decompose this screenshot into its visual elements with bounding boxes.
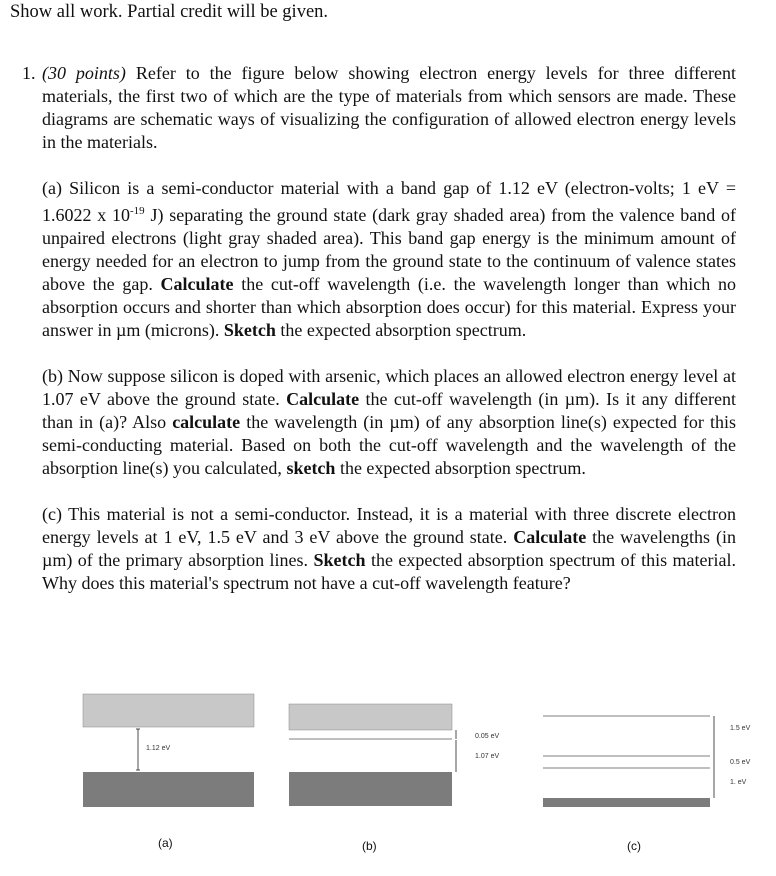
level-top-label-c: 1.5 eV bbox=[730, 725, 751, 732]
part-a-text-3: the cut-off wavelength (i.e. the wavelength longer than which no absorption occurs and shorter than which absorption does occur) for this material. Express your answer in µm (microns). bbox=[42, 274, 736, 340]
valence-band-b bbox=[289, 704, 452, 730]
figure-label-a: (a) bbox=[158, 836, 173, 850]
ground-state-c bbox=[543, 798, 710, 807]
part-a-exponent: -19 bbox=[130, 205, 145, 217]
level-mid-label-c: 0.5 eV bbox=[730, 759, 751, 766]
part-b-bold-sketch: sketch bbox=[286, 458, 336, 478]
figure-label-b: (b) bbox=[362, 839, 377, 853]
part-b-bold-calculate: Calculate bbox=[286, 389, 360, 409]
part-c-bold-calculate: Calculate bbox=[513, 527, 587, 547]
part-a-bold-sketch: Sketch bbox=[223, 320, 276, 340]
part-a bbox=[42, 177, 736, 342]
ground-band-b bbox=[289, 772, 452, 806]
question-intro bbox=[42, 62, 736, 154]
question-number: 1. bbox=[22, 63, 36, 83]
part-b bbox=[42, 365, 736, 480]
part-b-text-3: the wavelength (in µm) of any absorption line(s) expected for this semi-conducting material. Based on both the cut-off wavelength and the wavelength of the absorption line(s) you calculated, bbox=[42, 412, 736, 478]
part-a-text-1: (a) Silicon is a semi-conductor material with a band gap of 1.12 eV (electron-volts; 1 eV = 1.6022 x 10 bbox=[42, 178, 736, 225]
part-b-bold-calculate-2: calculate bbox=[172, 412, 241, 432]
part-c-text-3: the expected absorption spectrum of this material. Why does this material's spectrum not have a cut-off wavelength feature? bbox=[42, 550, 736, 593]
points-label: (30 points) bbox=[42, 63, 126, 83]
part-c bbox=[42, 503, 736, 595]
energy-level-diagrams bbox=[0, 680, 776, 871]
part-a-text-4: the expected absorption spectrum. bbox=[275, 320, 527, 340]
gap-top-label-b: 0.05 eV bbox=[475, 733, 500, 740]
gap-label-a: 1.12 eV bbox=[146, 745, 171, 752]
level-bottom-label-c: 1. eV bbox=[730, 779, 747, 786]
diagram-c bbox=[543, 716, 751, 807]
part-a-bold-calculate: Calculate bbox=[160, 274, 234, 294]
valence-band-a bbox=[83, 694, 254, 727]
part-b-text-4: the expected absorption spectrum. bbox=[335, 458, 586, 478]
figure-label-c: (c) bbox=[627, 839, 641, 853]
part-c-text-1: (c) This material is not a semi-conductor. Instead, it is a material with three discrete electron energy levels at 1 eV, 1.5 eV and 3 eV above the ground state. bbox=[42, 504, 736, 547]
gap-bottom-label-b: 1.07 eV bbox=[475, 753, 500, 760]
energy-level-figure bbox=[0, 680, 776, 871]
diagram-a bbox=[83, 694, 254, 807]
part-c-bold-sketch: Sketch bbox=[313, 550, 366, 570]
part-b-text-1: (b) Now suppose silicon is doped with arsenic, which places an allowed electron energy level at 1.07 eV above the ground state. bbox=[42, 366, 736, 409]
intro-text: Refer to the figure below showing electron energy levels for three different materials, the first two of which are the type of materials from which sensors are made. These diagrams are schematic ways of visualizing the configuration of allowed electron energy levels in the materials. bbox=[42, 63, 737, 152]
part-a-text-2: J) separating the ground state (dark gray shaded area) from the valence band of unpaired electrons (light gray shaded area). This band gap energy is the minimum amount of energy needed for an electron to jump from the ground state to the continuum of valence states above the gap. bbox=[42, 205, 737, 294]
ground-band-a bbox=[83, 772, 254, 807]
part-c-text-2: the wavelengths (in µm) of the primary absorption lines. bbox=[42, 527, 736, 570]
diagram-b bbox=[289, 704, 499, 806]
instructions-header: Show all work. Partial credit will be given. bbox=[10, 2, 329, 22]
part-b-text-2: the cut-off wavelength (in µm). Is it any different than in (a)? Also bbox=[42, 389, 736, 432]
question-1 bbox=[22, 62, 737, 595]
